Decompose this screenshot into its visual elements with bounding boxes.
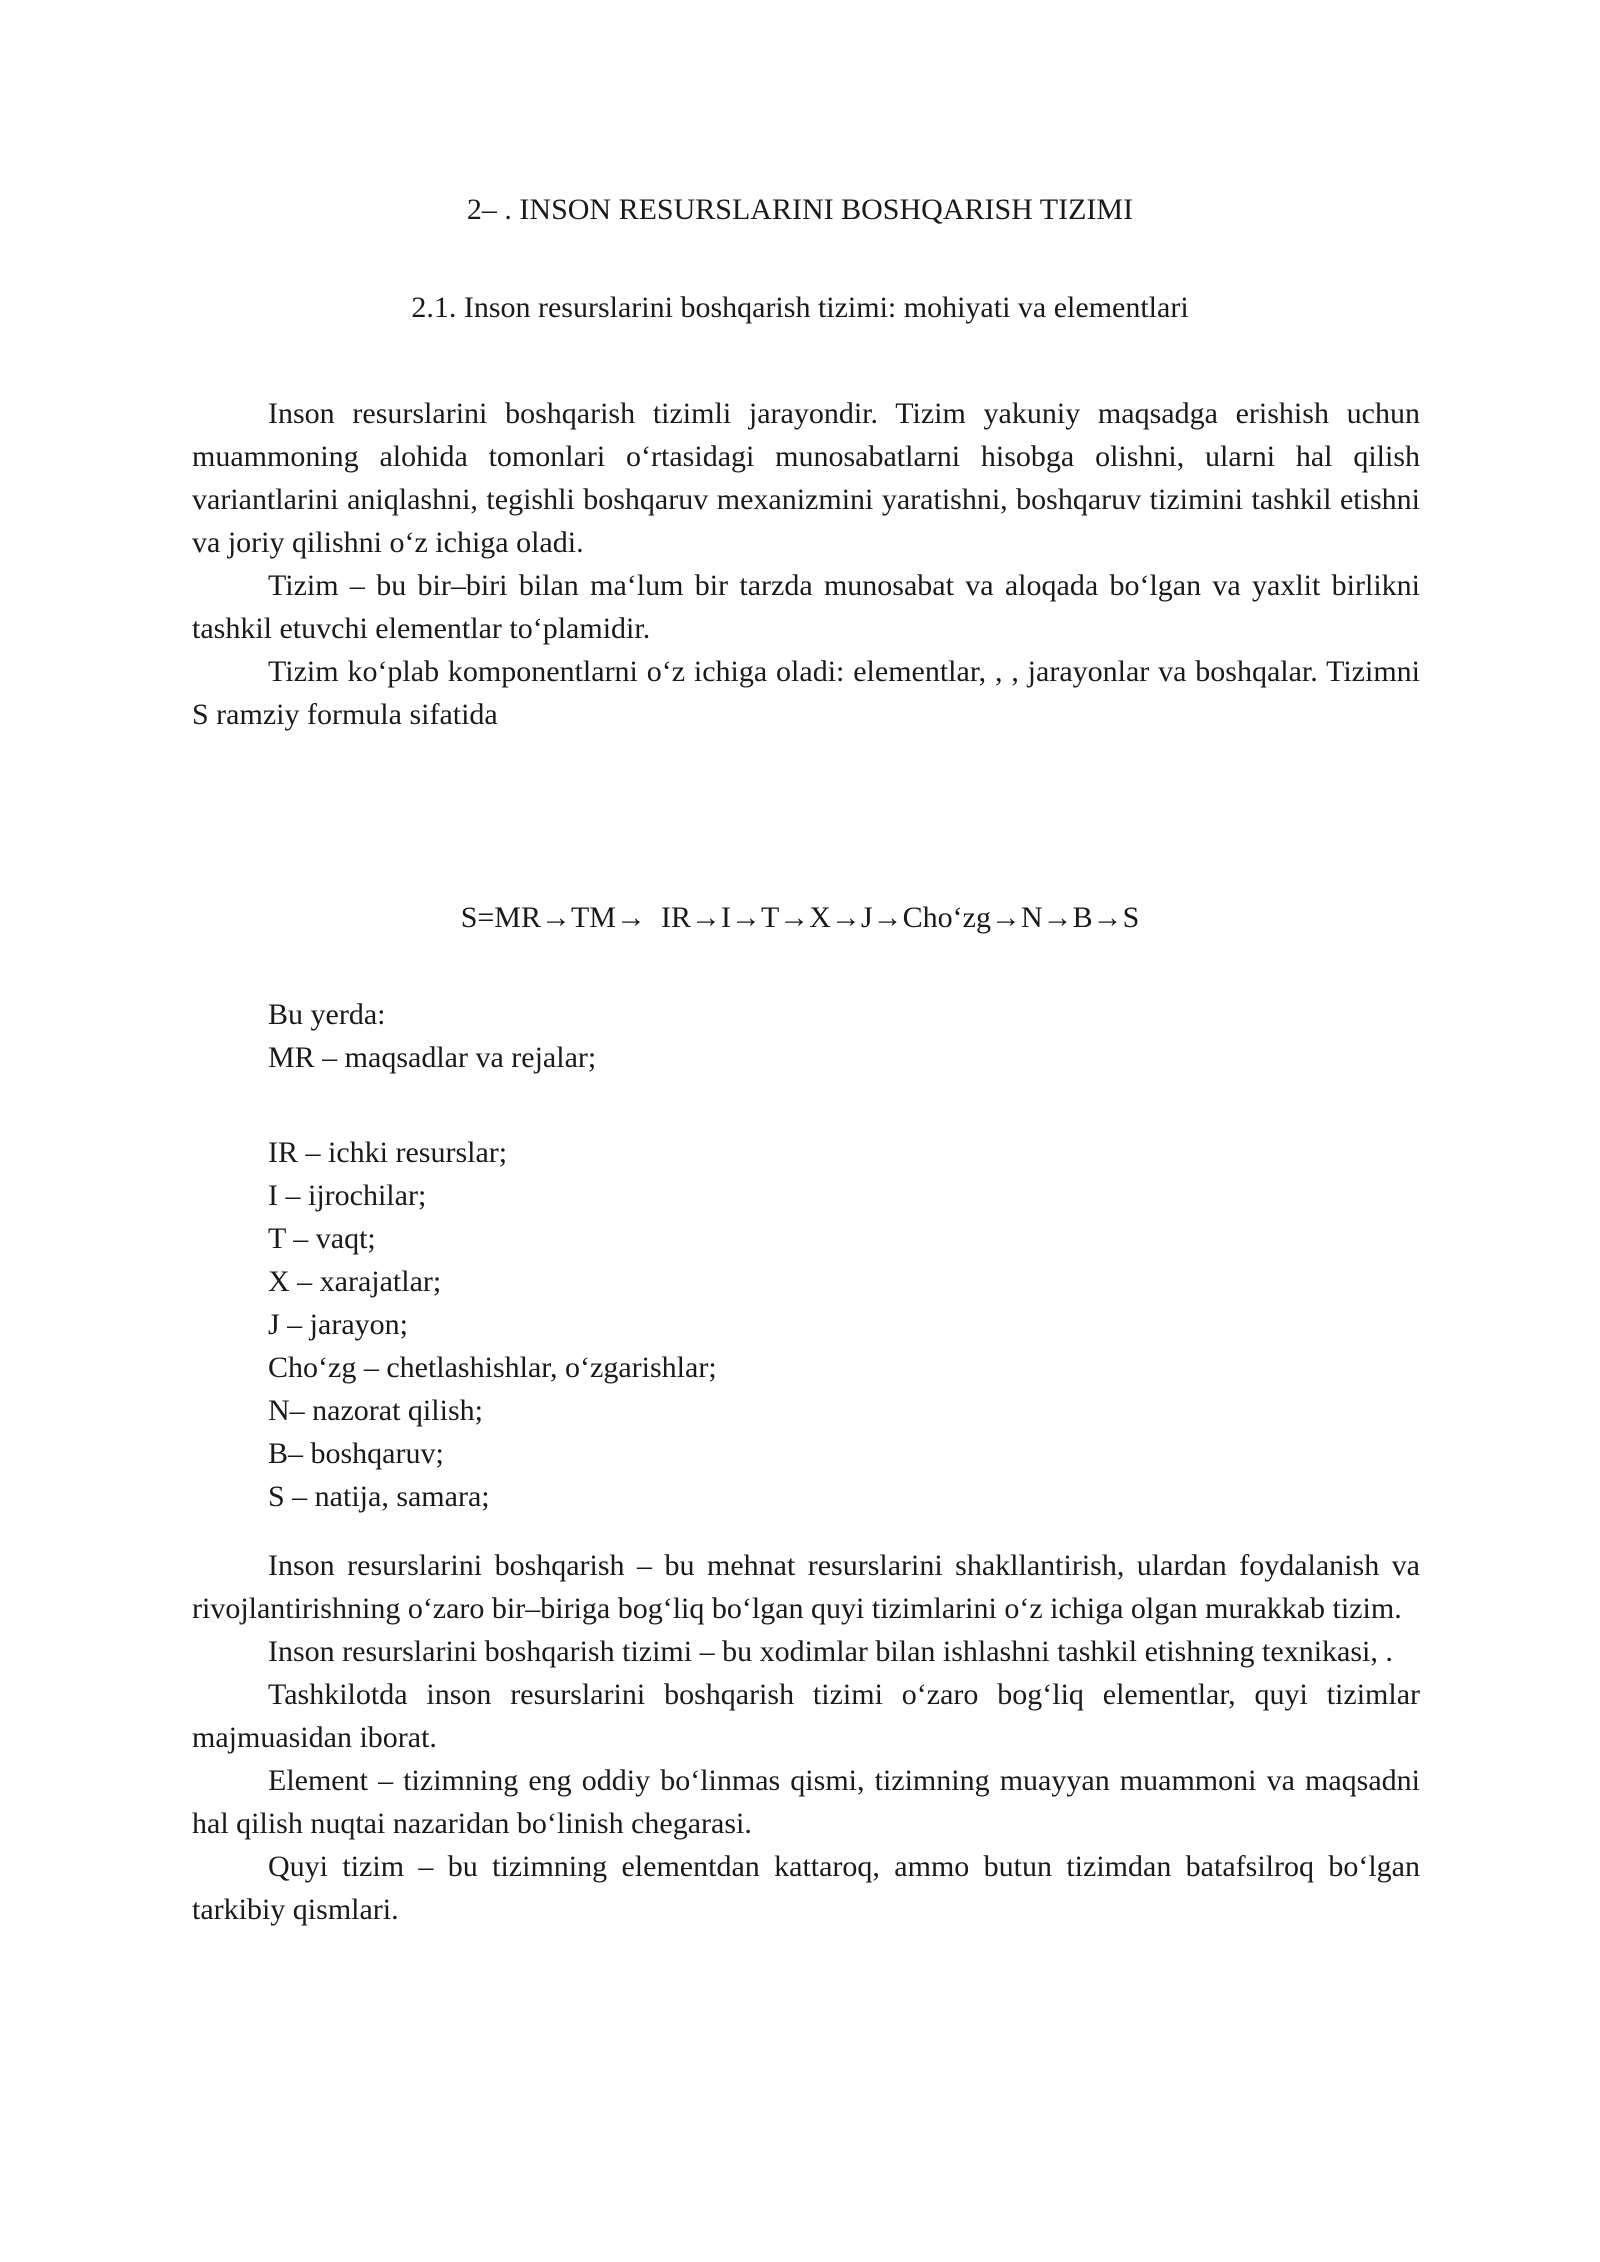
outro-text — [192, 1544, 1420, 1931]
paragraph: Quyi tizim – bu tizimning elementdan kattaroq, ammo butun tizimdan batafsilroq bo‘lgan tarkibiy qismlari. — [192, 1850, 1420, 1926]
paragraph: Inson resurslarini boshqarish – bu mehnat resurslarini shakllantirish, ulardan foydalanish va rivojlantirishning o‘zaro bir–biriga bog‘liq bo‘lgan quyi tizimlarini o‘z ichiga olgan murakkab tizim. — [192, 1549, 1420, 1625]
chapter-title: 2– . INSON RESURSLARINI BOSHQARISH TIZIMI — [466, 193, 1134, 226]
definition-item: T – vaqt; — [268, 1222, 376, 1255]
definition-item: I – ijrochilar; — [268, 1179, 427, 1212]
definition-item: X – xarajatlar; — [268, 1265, 442, 1298]
paragraph: Tizim ko‘plab komponentlarni o‘z ichiga oladi: elementlar, , , jarayonlar va boshqalar. Tizimni S ramziy formula sifatida — [192, 655, 1420, 731]
definition-item: B– boshqaruv; — [268, 1437, 444, 1470]
paragraph: Tashkilotda inson resurslarini boshqarish tizimi o‘zaro bog‘liq elementlar, quyi tizimlar majmuasidan iborat. — [192, 1678, 1420, 1754]
definition-item: J – jarayon; — [268, 1308, 408, 1341]
section-title: 2.1. Inson resurslarini boshqarish tizimi: mohiyati va elementlari — [411, 291, 1189, 324]
definitions-lead: Bu yerda: — [268, 998, 386, 1031]
system-formula: S=MR→TM→ IR→I→T→X→J→Cho‘zg→N→B→S — [460, 901, 1140, 934]
paragraph: Inson resurslarini boshqarish tizimi – bu xodimlar bilan ishlashni tashkil etishning texnikasi, . — [268, 1635, 1393, 1668]
definition-item: N– nazorat qilish; — [268, 1394, 483, 1427]
paragraph: Tizim – bu bir–biri bilan ma‘lum bir tarzda munosabat va aloqada bo‘lgan va yaxlit birlikni tashkil etuvchi elementlar to‘plamidir. — [192, 569, 1420, 645]
definitions-list — [268, 1131, 717, 1518]
paragraph: Element – tizimning eng oddiy bo‘linmas qismi, tizimning muayyan muammoni va maqsadni hal qilish nuqtai nazaridan bo‘linish chegarasi. — [192, 1764, 1420, 1840]
definitions-intro — [268, 993, 596, 1079]
intro-text — [192, 392, 1420, 736]
definition-item: S – natija, samara; — [268, 1480, 490, 1513]
paragraph: Inson resurslarini boshqarish tizimli jarayondir. Tizim yakuniy maqsadga erishish uchun muammoning alohida tomonlari o‘rtasidagi munosabatlarni hisobga olishni, ularni hal qilish variantlarini aniqlashni, tegishli boshqaruv mexanizmini yaratishni, boshqaruv tizimini tashkil etishni va joriy qilishni o‘z ichiga oladi. — [192, 397, 1420, 559]
definition-item: Cho‘zg – chetlashishlar, o‘zgarishlar; — [268, 1351, 717, 1384]
definition-item: IR – ichki resurslar; — [268, 1136, 508, 1169]
definition-item: MR – maqsadlar va rejalar; — [268, 1041, 597, 1074]
